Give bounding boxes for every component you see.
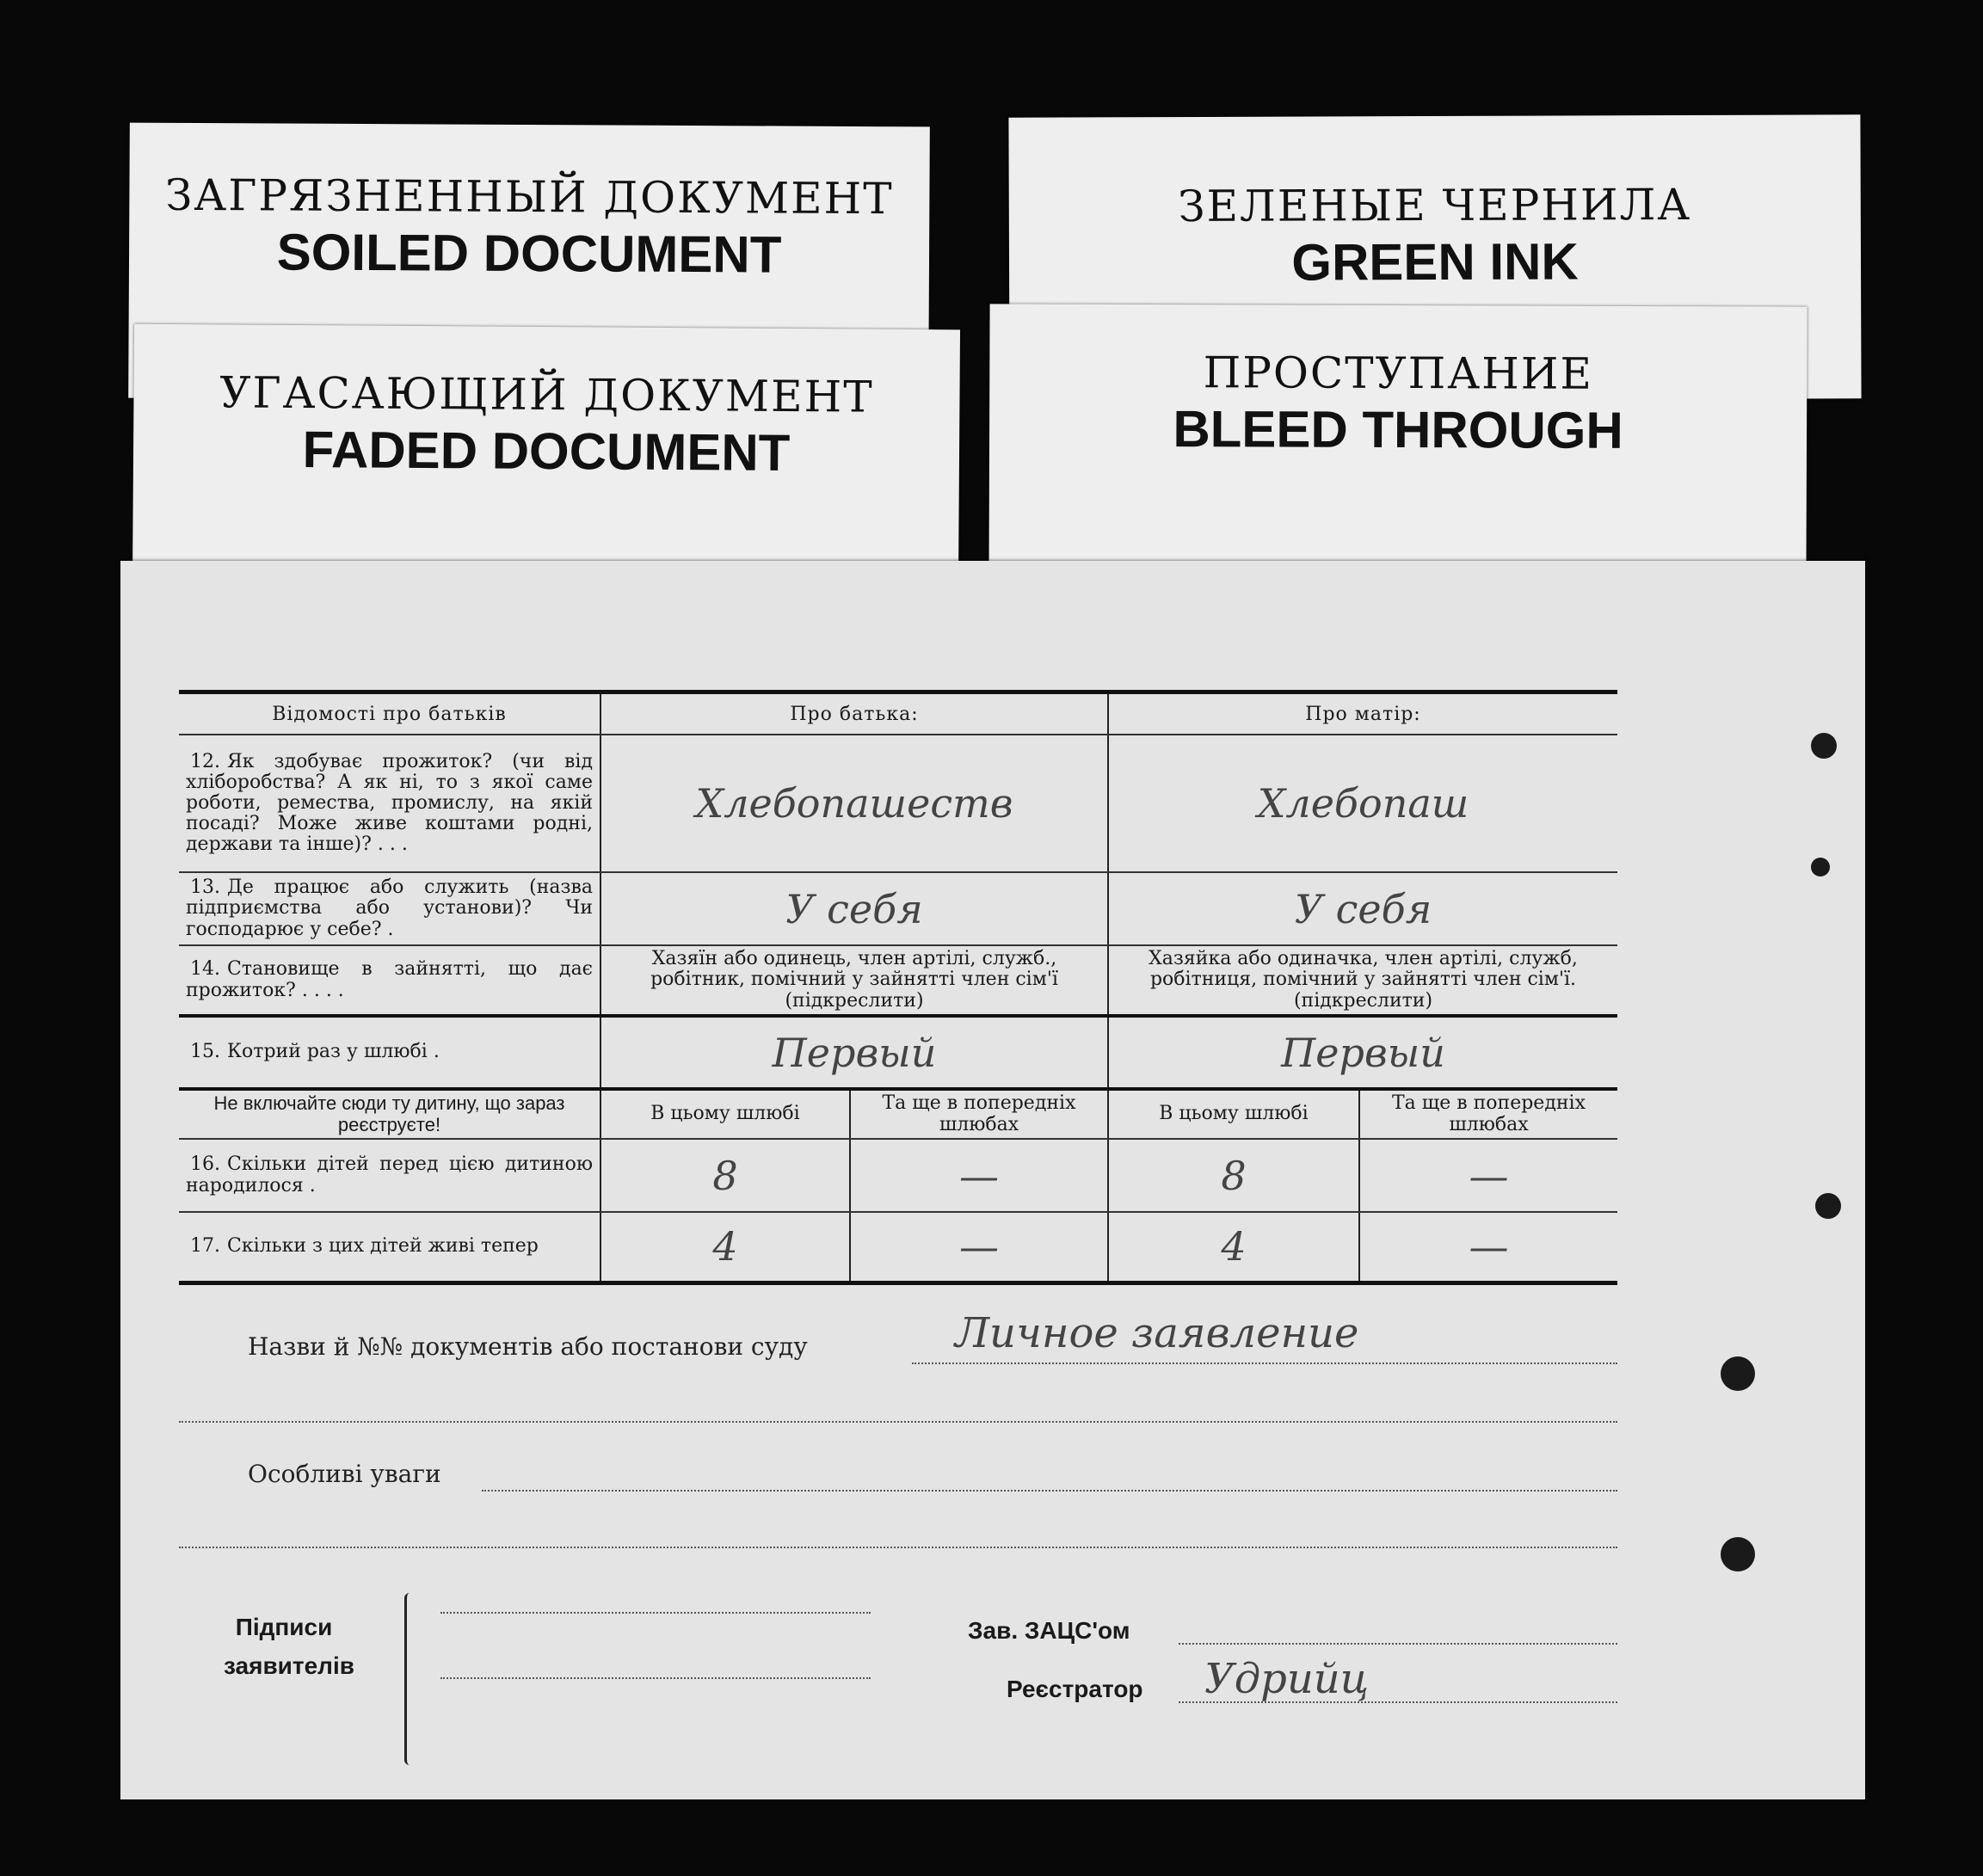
header-father: Про батька: xyxy=(600,692,1108,735)
header-parents-info: Відомості про батьків xyxy=(179,692,600,735)
father-previous-marriages-header: Та ще в попередніх шлюбах xyxy=(850,1089,1108,1139)
bleed-through-card xyxy=(988,304,1807,590)
table-row xyxy=(179,872,1617,945)
father-occupation: Хлебопашеств xyxy=(600,735,1108,872)
faded-document-card xyxy=(132,324,960,588)
mother-children-alive-this: 4 xyxy=(1108,1212,1359,1282)
mother-occupation: Хлебопаш xyxy=(1108,735,1617,872)
question-17: 17. Скільки з цих дітей живі тепер xyxy=(179,1212,600,1282)
mother-position-options: Хазяйка або одиначка, член артілі, служб, робітниця, помічний у зайнятті член сім'ї. (підкреслити) xyxy=(1108,945,1617,1016)
father-workplace: У себя xyxy=(600,872,1108,945)
table-header-row xyxy=(179,692,1617,735)
father-children-born-this: 8 xyxy=(600,1139,850,1212)
registrar-signature-line xyxy=(1179,1701,1617,1703)
mother-this-marriage-header: В цьому шлюбі xyxy=(1108,1089,1359,1139)
exclude-child-note: Не включайте сюди ту дитину, що зараз реєструєте! xyxy=(179,1089,600,1139)
question-13: 13. Де працює або служить (назва підприємства або установи)? Чи господарює у себе? . xyxy=(179,872,600,945)
mother-children-born-prev: — xyxy=(1359,1139,1617,1212)
father-position-options: Хазяїн або одинець, член артілі, служб., робітник, помічний у зайнятті член сім'ї (підкреслити) xyxy=(600,945,1108,1016)
documents-line xyxy=(912,1362,1617,1364)
parents-info-table xyxy=(179,690,1617,1285)
soiled-label-ru: ЗАГРЯЗНЕННЫЙ ДОКУМЕНТ xyxy=(165,169,894,225)
documents-line-2 xyxy=(179,1421,1617,1423)
remarks-label: Особливі уваги xyxy=(248,1460,441,1488)
question-14: 14. Становище в зайнятті, що дає прожиток? . . . . xyxy=(179,945,600,1016)
head-signature-line xyxy=(1179,1643,1617,1645)
table-row xyxy=(179,1139,1617,1212)
faded-label-en: FADED DOCUMENT xyxy=(302,421,791,482)
documents-label: Назви й №№ документів або постанови суду xyxy=(248,1332,808,1361)
punch-hole xyxy=(1721,1537,1755,1572)
table-row xyxy=(179,735,1617,872)
mother-children-alive-prev: — xyxy=(1359,1212,1617,1282)
punch-hole xyxy=(1815,1193,1841,1219)
faded-label-ru: УГАСАЮЩИЙ ДОКУМЕНТ xyxy=(219,367,874,422)
father-children-born-prev: — xyxy=(850,1139,1108,1212)
mother-children-born-this: 8 xyxy=(1108,1139,1359,1212)
head-label: Зав. ЗАЦС'ом xyxy=(968,1617,1130,1644)
father-children-alive-this: 4 xyxy=(600,1212,850,1282)
question-16: 16. Скільки дітей перед цією дитиною народилося . xyxy=(179,1139,600,1212)
mother-marriage-count: Первый xyxy=(1108,1016,1617,1089)
question-15: 15. Котрий раз у шлюбі . xyxy=(179,1016,600,1089)
signatures-label: Підписи заявителів xyxy=(224,1614,354,1679)
bleed-label-en: BLEED THROUGH xyxy=(1173,400,1623,459)
signature-line-2 xyxy=(440,1677,871,1679)
green-ink-label-en: GREEN INK xyxy=(1291,232,1579,292)
father-children-alive-prev: — xyxy=(850,1212,1108,1282)
father-marriage-count: Первый xyxy=(600,1016,1108,1089)
registrar-label: Реєстратор xyxy=(1007,1676,1143,1702)
soiled-label-en: SOILED DOCUMENT xyxy=(276,223,782,284)
mother-workplace: У себя xyxy=(1108,872,1617,945)
punch-hole xyxy=(1721,1356,1755,1391)
registrar-signature: Удрийц xyxy=(1204,1655,1370,1703)
table-row xyxy=(179,1016,1617,1089)
bleed-label-ru: ПРОСТУПАНИЕ xyxy=(1203,348,1593,399)
table-row xyxy=(179,1212,1617,1282)
father-this-marriage-header: В цьому шлюбі xyxy=(600,1089,850,1139)
remarks-line-2 xyxy=(179,1547,1617,1548)
registration-form xyxy=(120,561,1865,1799)
header-mother: Про матір: xyxy=(1108,692,1617,735)
question-12: 12. Як здобуває прожиток? (чи від хліборобства? А як ні, то з якої саме роботи, ремества, промислу, на якій посаді? Може живе коштами родні, держави та інше)? . . . xyxy=(179,735,600,872)
punch-hole xyxy=(1811,733,1837,759)
remarks-line xyxy=(482,1490,1617,1492)
mother-previous-marriages-header: Та ще в попередніх шлюбах xyxy=(1359,1089,1617,1139)
table-row xyxy=(179,1089,1617,1139)
documents-value: Личное заявление xyxy=(955,1309,1359,1357)
signature-line-1 xyxy=(440,1612,871,1614)
signatures-brace xyxy=(404,1593,416,1765)
punch-hole xyxy=(1811,858,1830,876)
green-ink-label-ru: ЗЕЛЕНЫЕ ЧЕРНИЛА xyxy=(1178,179,1692,232)
table-row xyxy=(179,945,1617,1016)
